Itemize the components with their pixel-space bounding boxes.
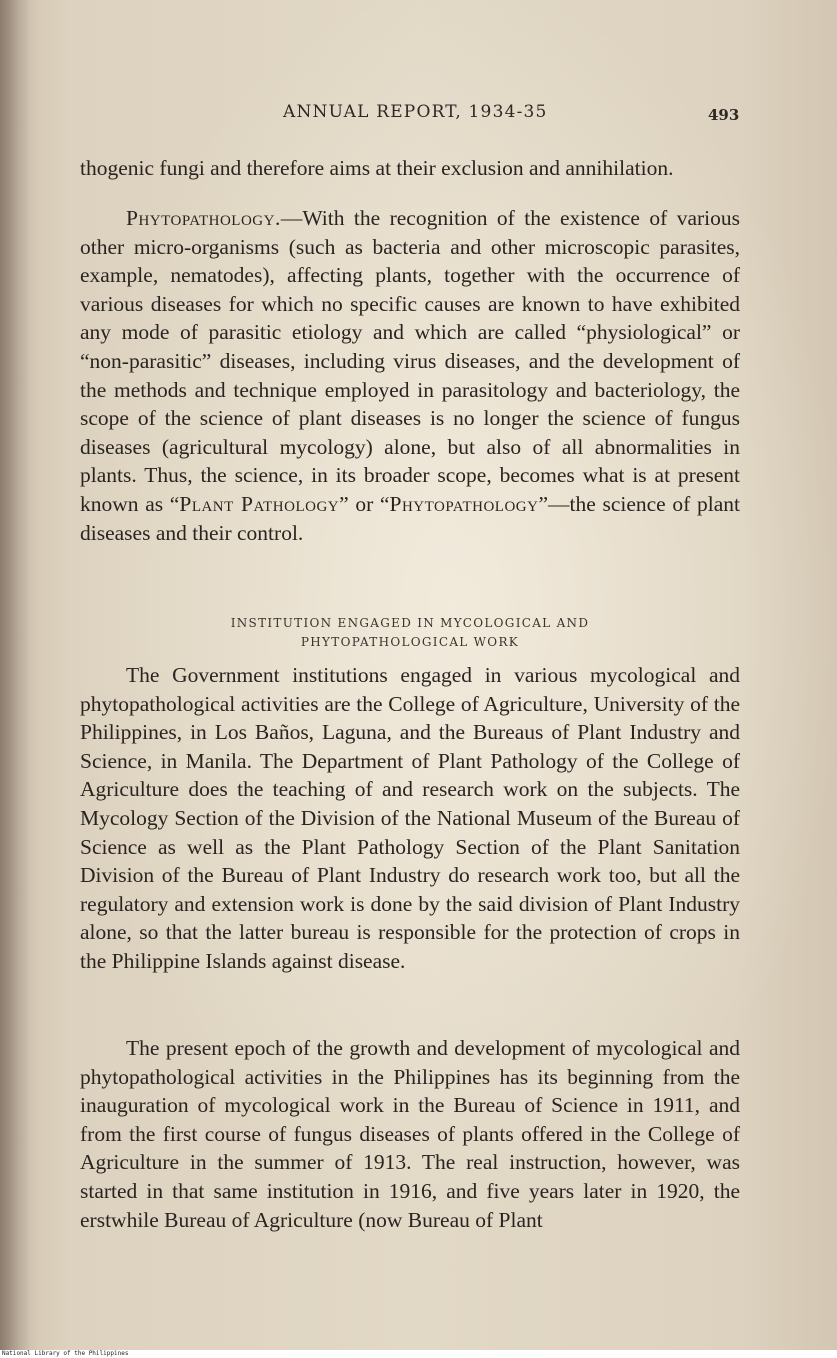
- paragraph-institutions: [80, 661, 740, 976]
- paragraph-present-epoch: [80, 1034, 740, 1234]
- paragraph-phytopathology: [80, 204, 740, 547]
- paragraph-lead-term: Phytopathology.: [126, 206, 281, 230]
- footer-credit: National Library of the Philippines: [2, 1350, 129, 1357]
- paragraph-text: The present epoch of the growth and development of mycological and phytopathological activities in the Philippines has its beginning from the inauguration of mycological work in the Bureau of Science in 1911, and from the first course of fungus diseases of plants offered in the College of Agriculture in the summer of 1913. The real instruction, however, was started in that same institution in 1916, and five years later in 1920, the erstwhile Bureau of Agriculture (now Bureau of Plant: [80, 1036, 740, 1232]
- page-number: 493: [708, 106, 740, 124]
- paragraph-continuation: [80, 154, 740, 183]
- running-head: ANNUAL REPORT, 1934-35: [283, 102, 548, 122]
- paragraph-mid: ” or “: [339, 491, 390, 516]
- section-heading-line: INSTITUTION ENGAGED IN MYCOLOGICAL AND: [230, 616, 590, 630]
- paragraph-text: [80, 204, 740, 547]
- paragraph-text: The Government institutions engaged in various mycological and phytopathological activities are the College of Agriculture, University of the Philippines, in Los Baños, Laguna, and the Bureaus of Plant Industry and Science, in Manila. The Department of Plant Pathology of the College of Agriculture does the teaching of and research work on the subjects. The Mycology Section of the Division of the National Museum of the Bureau of Science as well as the Plant Pathology Section of the Plant Sanitation Division of the Bureau of Plant Industry do research work too, but all the regulatory and extension work is done by the said division of Plant Industry alone, so that the latter bureau is responsible for the protection of crops in the Philippine Islands against disease.: [80, 663, 740, 973]
- paragraph-text: thogenic fungi and therefore aims at their exclusion and annihilation.: [80, 156, 674, 180]
- section-heading: [80, 614, 740, 652]
- footer-bar: [0, 1350, 837, 1358]
- binding-shadow: [0, 0, 30, 1350]
- section-heading-line: PHYTOPATHOLOGICAL WORK: [300, 635, 520, 649]
- paragraph-body-b: ”—the science of plant diseases and their control.: [80, 491, 740, 545]
- term-phytopathology: Phytopathology: [389, 491, 539, 516]
- term-plant-pathology: Plant Pathology: [179, 491, 340, 516]
- page-header: [0, 100, 837, 130]
- paragraph-body-a: —With the recognition of the existence of various other micro-organisms (such as bacteria and other microscopic parasites, example, nematodes), affecting plants, together with the occurrence of various diseases for which no specific causes are known to have exhibited any mode of parasitic etiology and which are called “physiological” or “non-parasitic” diseases, including virus diseases, and the development of the methods and technique employed in parasitology and bacteriology, the scope of the science of plant diseases is no longer the science of fungus diseases (agricultural mycology) alone, but also of all abnormalities in plants. Thus, the science, in its broader scope, becomes what is at present known as “: [80, 206, 740, 516]
